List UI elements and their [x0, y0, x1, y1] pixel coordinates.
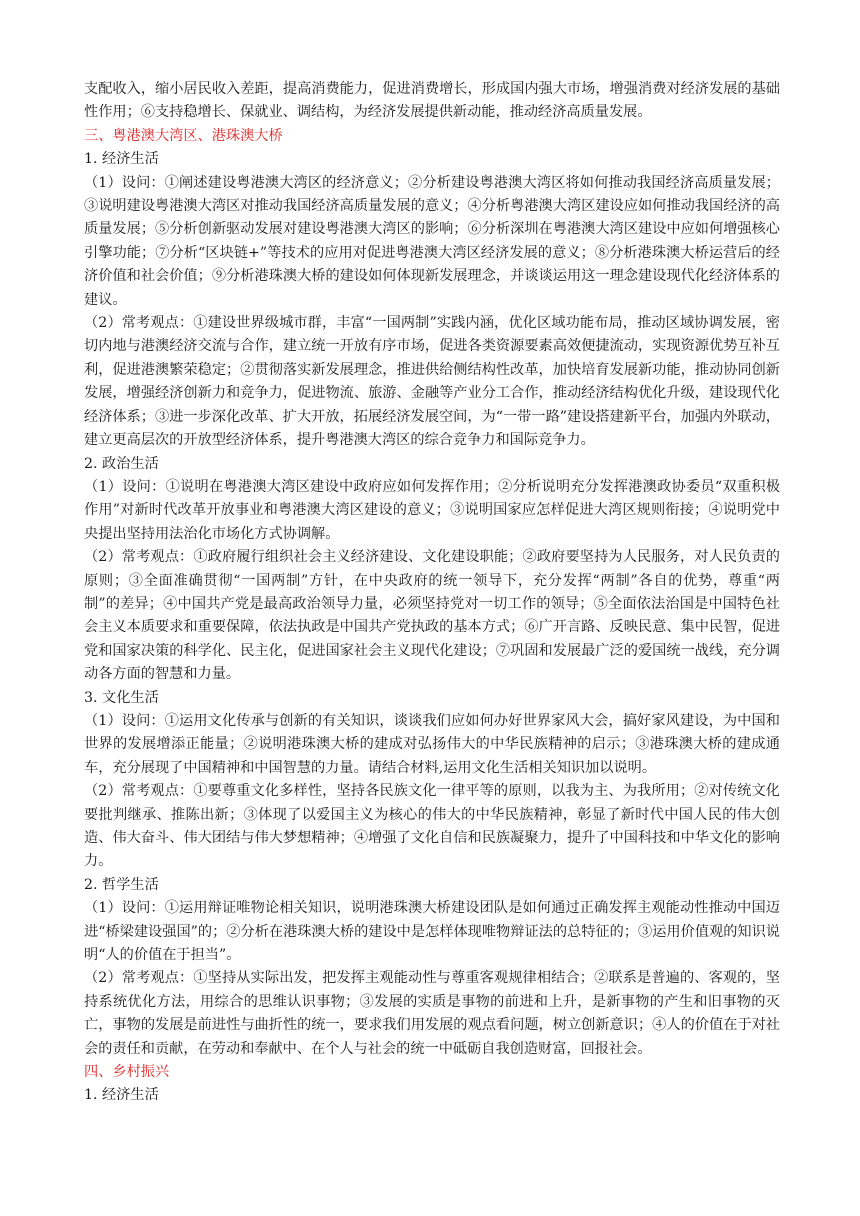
document-page	[84, 78, 780, 1108]
subheading-economy: 1. 经济生活	[84, 151, 159, 168]
paragraph-text: （2）常考观点：①坚持从实际出发，把发挥主观能动性与尊重客观规律相结合；②联系是普遍的、客观的，坚持系统优化方法，用综合的思维认识事物；③发展的实质是事物的前进和上升，是新事物的产生和旧事物的灭亡，事物的发展是前进性与曲折性的统一，要求我们用发展的观点看问题，树立创新意识；④人的价值在于对社会的责任和贡献，在劳动和奉献中、在个人与社会的统一中砥砺自我创造财富，回报社会。	[84, 970, 780, 1057]
paragraph-text: （1）设问：①运用文化传承与创新的有关知识，谈谈我们应如何办好世界家风大会，搞好家风建设，为中国和世界的发展增添正能量；②说明港珠澳大桥的建成对弘扬伟大的中华民族精神的启示；③港珠澳大桥的建成通车，充分展现了中国精神和中国智慧的力量。请结合材料,运用文化生活相关知识加以说明。	[84, 712, 780, 776]
paragraph-text: （2）常考观点：①要尊重文化多样性，坚持各民族文化一律平等的原则，以我为主、为我所用；②对传统文化要批判继承、推陈出新；③体现了以爱国主义为核心的伟大的中华民族精神，彰显了新时代中国人民的伟大创造、伟大奋斗、伟大团结与伟大梦想精神；④增强了文化自信和民族凝聚力，提升了中国科技和中华文化的影响力。	[84, 783, 780, 870]
paragraph-text: （2）常考观点：①政府履行组织社会主义经济建设、文化建设职能；②政府要坚持为人民服务，对人民负责的原则；③全面准确贯彻“一国两制”方针，在中央政府的统一领导下，充分发挥“两制”各自的优势，尊重“两制”的差异；④中国共产党是最高政治领导力量，必须坚持党对一切工作的领导；⑤全面依法治国是中国特色社会主义本质要求和重要保障，依法执政是中国共产党执政的基本方式；⑥广开言路、反映民意、集中民智，促进党和国家决策的科学化、民主化，促进国家社会主义现代化建设；⑦巩固和发展最广泛的爱国统一战线，充分调动各方面的智慧和力量。	[84, 549, 780, 683]
subheading-economy: 1. 经济生活	[84, 1087, 159, 1104]
paragraph-text: （1）设问：①运用辩证唯物论相关知识，说明港珠澳大桥建设团队是如何通过正确发挥主观能动性推动中国迈进“桥梁建设强国”的；②分析在港珠澳大桥的建设中是怎样体现唯物辩证法的总特征的；③运用价值观的知识说明“人的价值在于担当”。	[84, 900, 780, 964]
paragraph-text: 支配收入，缩小居民收入差距，提高消费能力，促进消费增长，形成国内强大市场，增强消费对经济发展的基础性作用；⑥支持稳增长、保就业、调结构，为经济发展提供新动能，推动经济高质量发展。	[84, 81, 780, 121]
section-heading-gba: 三、粤港澳大湾区、港珠澳大桥	[84, 127, 283, 144]
paragraph-text: （1）设问：①阐述建设粤港澳大湾区的经济意义；②分析建设粤港澳大湾区将如何推动我国经济高质量发展；③说明建设粤港澳大湾区对推动我国经济高质量发展的意义；④分析粤港澳大湾区建设应如何推动我国经济的高质量发展；⑤分析创新驱动发展对建设粤港澳大湾区的影响；⑥分析深圳在粤港澳大湾区建设中应如何增强核心引擎功能；⑦分析“区块链+”等技术的应用对促进粤港澳大湾区经济发展的意义；⑧分析港珠澳大桥运营后的经济价值和社会价值；⑨分析港珠澳大桥的建设如何体现新发展理念，并谈谈运用这一理念建设现代化经济体系的建议。	[84, 174, 780, 308]
subheading-culture: 3. 文化生活	[84, 689, 159, 706]
paragraph-text: （1）设问：①说明在粤港澳大湾区建设中政府应如何发挥作用；②分析说明充分发挥港澳政协委员“双重积极作用”对新时代改革开放事业和粤港澳大湾区建设的意义；③说明国家应怎样促进大湾区规则衔接；④说明党中央提出坚持用法治化市场化方式协调解。	[84, 478, 780, 542]
subheading-philosophy: 2. 哲学生活	[84, 876, 159, 893]
section-heading-rural: 四、乡村振兴	[84, 1064, 170, 1081]
subheading-politics: 2. 政治生活	[84, 455, 159, 472]
paragraph-text: （2）常考观点：①建设世界级城市群，丰富“一国两制”实践内涵，优化区域功能布局，推动区域协调发展，密切内地与港澳经济交流与合作，建立统一开放有序市场，促进各类资源要素高效便捷流动，实现资源优势互补互利，促进港澳繁荣稳定；②贯彻落实新发展理念，推进供给侧结构性改革，加快培育发展新功能，推动协同创新发展，增强经济创新力和竞争力，促进物流、旅游、金融等产业分工合作，推动经济结构优化升级，建设现代化经济体系；③进一步深化改革、扩大开放，拓展经济发展空间，为“一带一路”建设搭建新平台，加强内外联动，建立更高层次的开放型经济体系，提升粤港澳大湾区的综合竞争力和国际竞争力。	[84, 315, 780, 449]
